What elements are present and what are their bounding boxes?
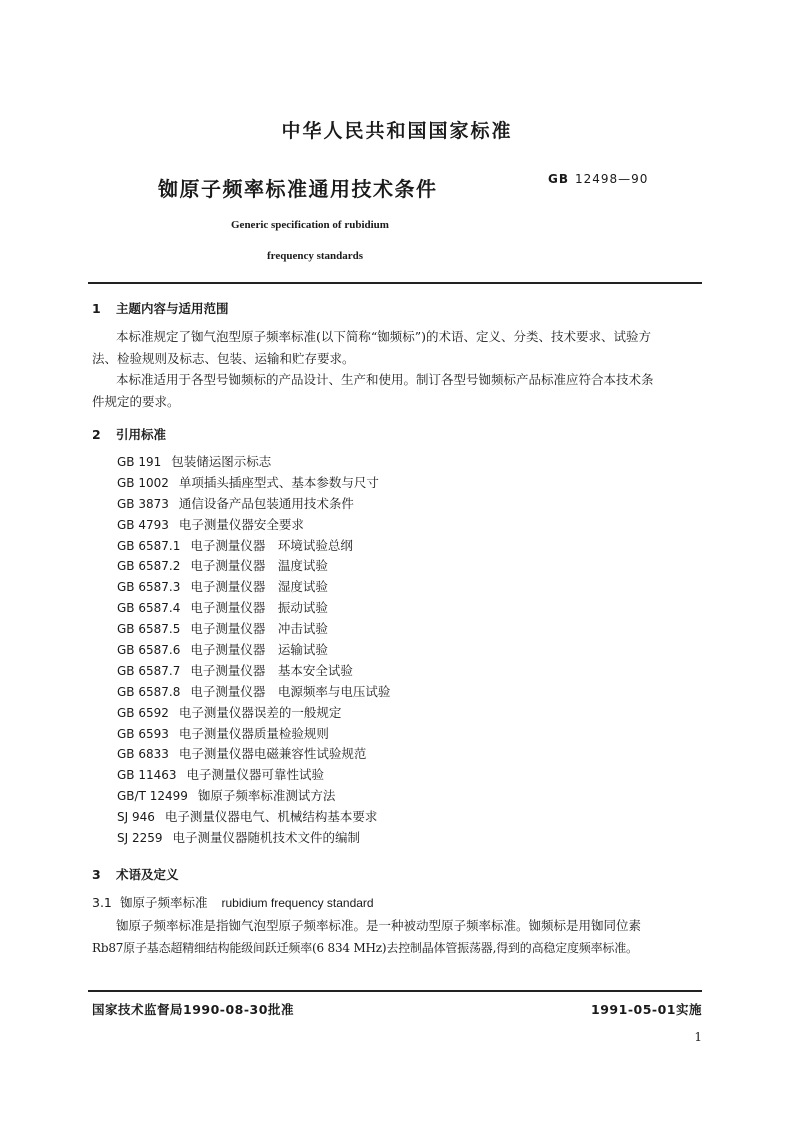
english-title-line2: frequency standards <box>267 250 364 262</box>
reference-title: 电子测量仪器 湿度试验 <box>190 579 328 595</box>
page-number: 1 <box>694 1030 702 1044</box>
reference-title: 电子测量仪器质量检验规则 <box>178 725 329 741</box>
section-3-number: 3 <box>92 867 101 882</box>
reference-item <box>117 515 390 536</box>
effective-date: 1991-05-01实施 <box>591 1002 702 1017</box>
definition-term-en: rubidium frequency standard <box>221 896 374 910</box>
reference-title: 电子测量仪器 温度试验 <box>190 558 328 574</box>
reference-item <box>117 452 390 473</box>
reference-item <box>117 807 390 828</box>
standard-prefix: GB <box>548 172 569 186</box>
reference-title: 电子测量仪器电磁兼容性试验规范 <box>178 746 367 762</box>
section-1-paragraph-2 <box>92 369 702 413</box>
reference-item <box>117 786 390 807</box>
reference-title: 电子测量仪器误差的一般规定 <box>178 704 342 720</box>
definition-term-cn: 铷原子频率标准 <box>120 895 208 910</box>
para2-line2: 件规定的要求。 <box>92 394 180 409</box>
reference-code: GB 6587.3 <box>117 580 181 595</box>
reference-code: GB 6587.6 <box>117 643 181 658</box>
document-title: 铷原子频率标准通用技术条件 <box>158 177 438 201</box>
reference-title: 包装储运图示标志 <box>171 454 272 469</box>
standard-code <box>548 172 648 186</box>
reference-title: 电子测量仪器 振动试验 <box>190 600 328 616</box>
para2-line1: 本标准适用于各型号铷频标的产品设计、生产和使用。制订各型号铷频标产品标准应符合本技术条 <box>116 372 654 387</box>
reference-code: GB 6587.2 <box>117 559 181 574</box>
reference-item <box>117 640 390 661</box>
reference-title: 单项插头插座型式、基本参数与尺寸 <box>178 474 379 490</box>
reference-item <box>117 577 390 598</box>
reference-item <box>117 598 390 619</box>
reference-item <box>117 494 390 515</box>
national-standard-heading: 中华人民共和国国家标准 <box>281 120 513 142</box>
reference-code: GB 6587.8 <box>117 684 181 699</box>
reference-code: GB 6833 <box>117 747 169 762</box>
reference-item <box>117 744 390 765</box>
reference-title: 通信设备产品包装通用技术条件 <box>178 495 354 511</box>
reference-code: SJ 946 <box>117 810 155 825</box>
section-1-heading <box>92 299 229 317</box>
section-3-title: 术语及定义 <box>116 867 179 882</box>
footer-divider <box>88 990 702 992</box>
para1-line2: 法、检验规则及标志、包装、运输和贮存要求。 <box>92 351 355 366</box>
definition-3-1-heading <box>92 893 374 911</box>
reference-list <box>117 452 390 849</box>
reference-code: GB 4793 <box>117 517 169 532</box>
section-3-heading <box>92 865 179 883</box>
reference-item <box>117 619 390 640</box>
reference-code: GB 3873 <box>117 496 169 511</box>
reference-title: 电子测量仪器 电源频率与电压试验 <box>190 683 391 699</box>
reference-item <box>117 828 390 849</box>
reference-code: GB 11463 <box>117 768 177 783</box>
section-1-title: 主题内容与适用范围 <box>116 301 229 316</box>
reference-title: 电子测量仪器电气、机械结构基本要求 <box>164 809 378 825</box>
reference-title: 电子测量仪器随机技术文件的编制 <box>172 830 361 846</box>
section-2-title: 引用标准 <box>116 427 167 442</box>
reference-code: GB 6587.1 <box>117 538 181 553</box>
reference-item <box>117 473 390 494</box>
definition-line2: Rb87原子基态超精细结构能级间跃迁频率(6 834 MHz)去控制晶体管振荡器,得到的高稳定度频率标准。 <box>92 941 638 955</box>
reference-code: GB 6592 <box>117 705 169 720</box>
definition-number: 3.1 <box>92 895 112 910</box>
reference-code: GB 6587.5 <box>117 622 181 637</box>
reference-code: SJ 2259 <box>117 831 163 846</box>
reference-item <box>117 703 390 724</box>
reference-item <box>117 724 390 745</box>
reference-item <box>117 536 390 557</box>
reference-title: 电子测量仪器 冲击试验 <box>190 621 328 637</box>
section-2-heading <box>92 425 166 443</box>
reference-code: GB 6593 <box>117 726 169 741</box>
para1-line1: 本标准规定了铷气泡型原子频率标准(以下简称“铷频标”)的术语、定义、分类、技术要求、试验方 <box>116 329 652 344</box>
reference-code: GB 6587.4 <box>117 601 181 616</box>
section-1-number: 1 <box>92 301 101 316</box>
reference-title: 电子测量仪器 运输试验 <box>190 642 328 658</box>
reference-item <box>117 682 390 703</box>
reference-title: 铷原子频率标准测试方法 <box>197 788 336 804</box>
reference-code: GB 191 <box>117 455 162 469</box>
english-title-line1: Generic specification of rubidium <box>231 219 389 231</box>
reference-item <box>117 556 390 577</box>
approval-statement: 国家技术监督局1990-08-30批准 <box>92 1002 294 1017</box>
section-1-paragraph-1 <box>92 326 702 370</box>
reference-code: GB 1002 <box>117 475 169 490</box>
reference-item <box>117 661 390 682</box>
definition-3-1-body <box>92 915 702 959</box>
reference-item <box>117 765 390 786</box>
reference-title: 电子测量仪器可靠性试验 <box>186 767 325 783</box>
reference-title: 电子测量仪器 环境试验总纲 <box>190 537 353 553</box>
header-divider <box>88 282 702 284</box>
reference-title: 电子测量仪器安全要求 <box>178 516 304 532</box>
section-2-number: 2 <box>92 427 101 442</box>
standard-number: 12498—90 <box>575 172 649 186</box>
definition-line1: 铷原子频率标准是指铷气泡型原子频率标准。是一种被动型原子频率标准。铷频标是用铷同位素 <box>116 918 642 933</box>
reference-code: GB 6587.7 <box>117 663 181 678</box>
reference-title: 电子测量仪器 基本安全试验 <box>190 662 353 678</box>
reference-code: GB/T 12499 <box>117 789 188 804</box>
